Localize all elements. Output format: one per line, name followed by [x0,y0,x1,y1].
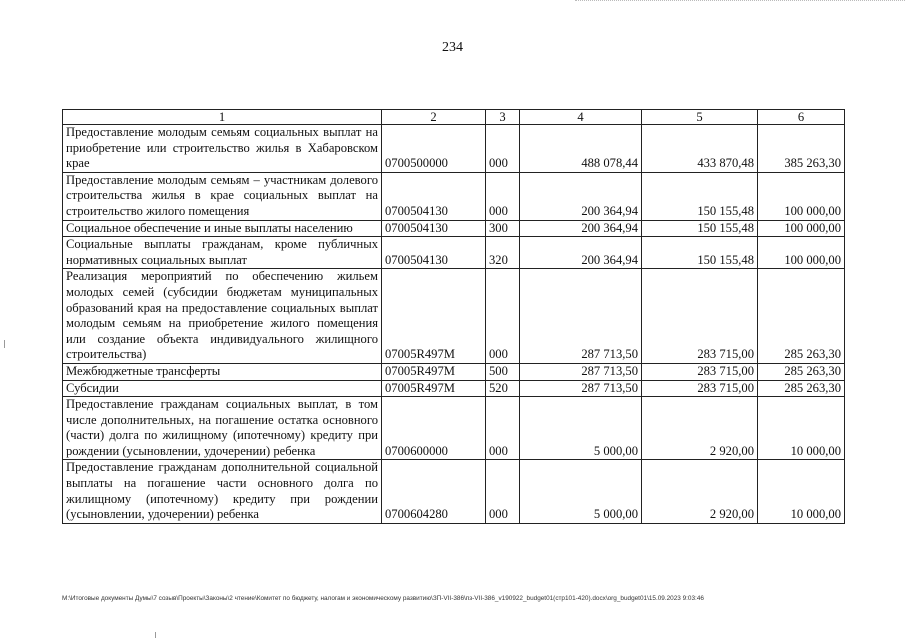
row-code-cell: 07005R497M [382,380,486,397]
row-code-cell: 0700504130 [382,172,486,220]
row-code-cell: 0700604280 [382,460,486,523]
row-type-cell: 320 [486,237,520,269]
row-value-1-cell: 287 713,50 [520,269,642,364]
row-value-2-cell: 283 715,00 [642,380,758,397]
row-value-3-cell: 385 263,30 [758,125,845,173]
row-type-cell: 000 [486,172,520,220]
row-value-1-cell: 287 713,50 [520,380,642,397]
row-value-2-cell: 2 920,00 [642,397,758,460]
row-name-cell: Субсидии [63,380,382,397]
row-code-cell: 07005R497M [382,269,486,364]
row-name-cell: Предоставление гражданам социальных выплат, в том числе дополнительных, на погашение остатка основного (части) долга по жилищному (ипотечному) кредиту при рождении (усыновлении, удочерении) ребенка [63,397,382,460]
row-type-cell: 000 [486,397,520,460]
scan-mark-bottom [155,632,156,638]
header-cell-6: 6 [758,110,845,125]
row-value-2-cell: 2 920,00 [642,460,758,523]
budget-table [62,109,845,524]
row-value-3-cell: 285 263,30 [758,380,845,397]
table-row [63,237,845,269]
top-edge-line [575,0,905,3]
row-type-cell: 000 [486,125,520,173]
table-row [63,363,845,380]
table-row [63,269,845,364]
row-name-cell: Реализация мероприятий по обеспечению жильем молодых семей (субсидии бюджетам муниципальных образований края на предоставление социальных выплат молодым семьям на приобретение жилого помещения или создание объекта индивидуального жилищного строительства) [63,269,382,364]
row-code-cell: 07005R497M [382,363,486,380]
row-value-3-cell: 10 000,00 [758,460,845,523]
header-cell-2: 2 [382,110,486,125]
row-code-cell: 0700600000 [382,397,486,460]
table-header-row [63,110,845,125]
row-value-1-cell: 200 364,94 [520,172,642,220]
row-type-cell: 000 [486,460,520,523]
document-footer-path: M:\Итоговые документы Думы\7 созыв\Проекты\Законы\2 чтение\Комитет по бюджету, налогам и экономическому развитию\ЗП-VII-386\пз-VII-386_v190922_budget01(стр101-420).docx\org_budget01\15.09.2023 9:03:46 [62,595,704,602]
row-value-3-cell: 100 000,00 [758,220,845,237]
table-row [63,380,845,397]
row-value-2-cell: 150 155,48 [642,172,758,220]
table-row [63,460,845,523]
row-name-cell: Социальное обеспечение и иные выплаты населению [63,220,382,237]
row-value-1-cell: 5 000,00 [520,397,642,460]
table-row [63,397,845,460]
row-name-cell: Предоставление молодым семьям – участникам долевого строительства жилья в крае социальных выплат на строительство жилого помещения [63,172,382,220]
table-row [63,125,845,173]
row-type-cell: 500 [486,363,520,380]
row-name-cell: Предоставление гражданам дополнительной социальной выплаты на погашение части основного долга по жилищному (ипотечному) кредиту при рождении (усыновлении, удочерении) ребенка [63,460,382,523]
row-value-2-cell: 150 155,48 [642,220,758,237]
row-value-1-cell: 200 364,94 [520,220,642,237]
table-row [63,220,845,237]
row-code-cell: 0700504130 [382,237,486,269]
scan-mark-left [4,340,5,348]
row-value-2-cell: 150 155,48 [642,237,758,269]
row-value-1-cell: 200 364,94 [520,237,642,269]
row-code-cell: 0700504130 [382,220,486,237]
row-name-cell: Социальные выплаты гражданам, кроме публичных нормативных социальных выплат [63,237,382,269]
row-type-cell: 300 [486,220,520,237]
header-cell-5: 5 [642,110,758,125]
row-value-3-cell: 10 000,00 [758,397,845,460]
row-value-1-cell: 488 078,44 [520,125,642,173]
page-number: 234 [442,40,463,55]
header-cell-4: 4 [520,110,642,125]
row-value-1-cell: 5 000,00 [520,460,642,523]
row-name-cell: Межбюджетные трансферты [63,363,382,380]
row-type-cell: 520 [486,380,520,397]
table-row [63,172,845,220]
row-value-1-cell: 287 713,50 [520,363,642,380]
row-code-cell: 0700500000 [382,125,486,173]
row-value-3-cell: 285 263,30 [758,269,845,364]
header-cell-1: 1 [63,110,382,125]
row-value-2-cell: 433 870,48 [642,125,758,173]
header-cell-3: 3 [486,110,520,125]
row-name-cell: Предоставление молодым семьям социальных выплат на приобретение или строительство жилья в Хабаровском крае [63,125,382,173]
row-value-2-cell: 283 715,00 [642,363,758,380]
row-value-3-cell: 285 263,30 [758,363,845,380]
row-value-3-cell: 100 000,00 [758,237,845,269]
row-type-cell: 000 [486,269,520,364]
row-value-2-cell: 283 715,00 [642,269,758,364]
row-value-3-cell: 100 000,00 [758,172,845,220]
